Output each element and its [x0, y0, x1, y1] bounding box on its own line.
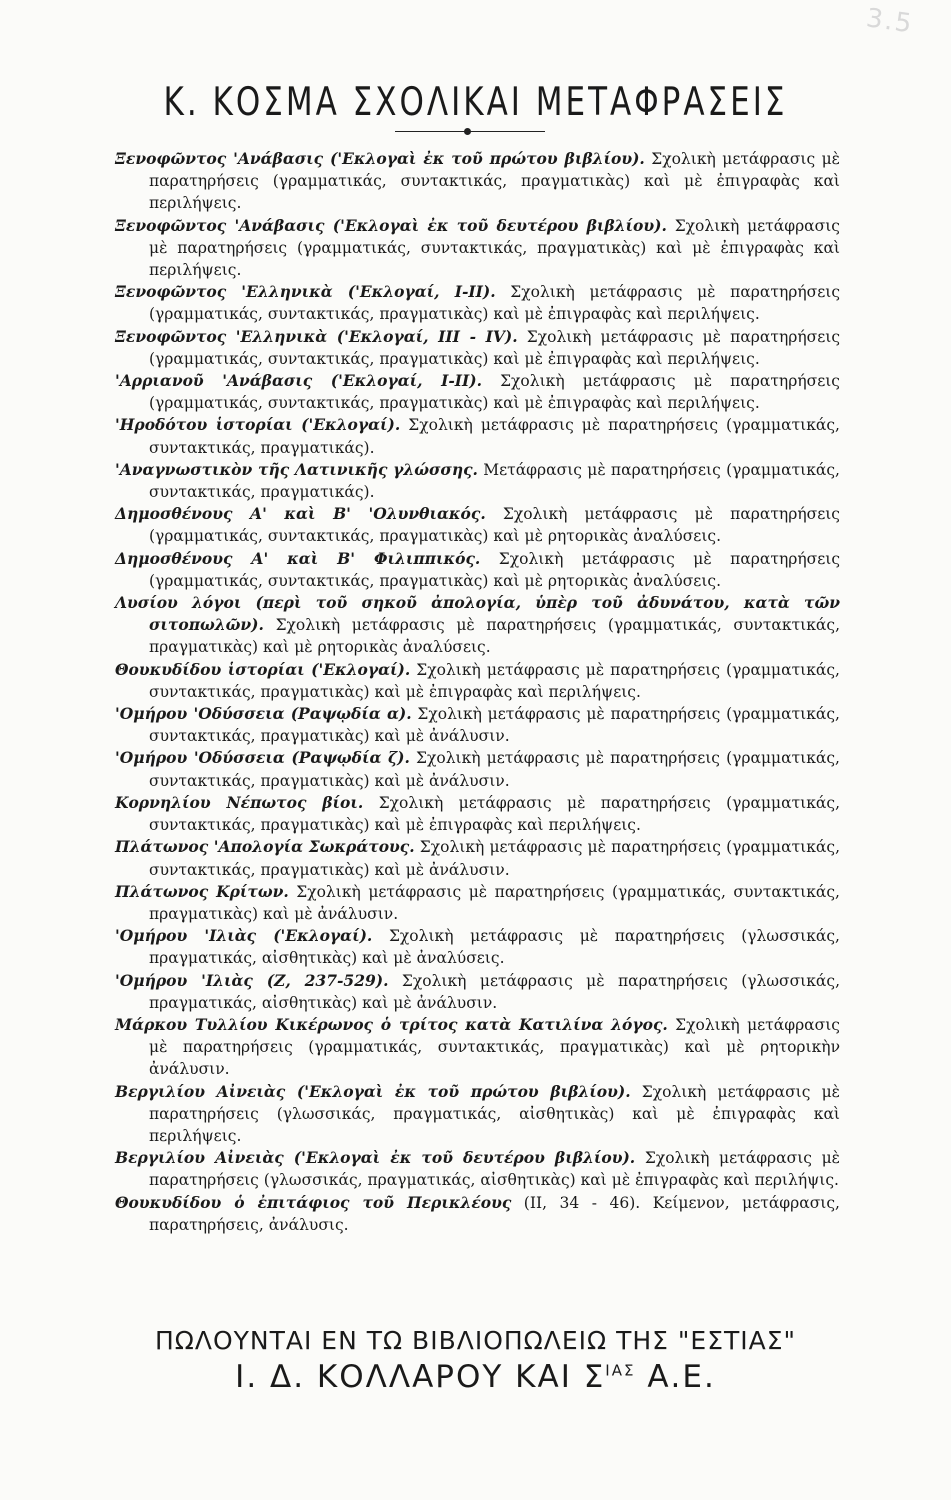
entry-title: 'Αναγνωστικὸν τῆς Λατινικῆς γλώσσης. [115, 459, 478, 479]
list-item [115, 414, 840, 458]
entry-title: Λυσίου λόγοι (περὶ τοῦ σηκοῦ ἀπολογία, ὑπὲρ τοῦ ἀδυνάτου, κατὰ τῶν σιτοπωλῶν). [115, 593, 840, 635]
entry-description: Σχολικὴ μετάφρασις μὲ παρατηρήσεις (γλωσσικάς, πραγματικάς, αἰσθητικὰς) καὶ μὲ ἐπιγραφὰς καὶ περιλήψις. [149, 1149, 840, 1190]
entry-description: Σχολικὴ μετάφρασις μὲ παρατηρήσεις (γραμματικάς, συντακτικάς, πραγματικάς). [149, 416, 840, 457]
entry-title: 'Ομήρου 'Οδύσσεια (Ραψῳδία α). [115, 704, 412, 724]
entry-description: Μετάφρασις μὲ παρατηρήσεις (γραμματικάς, συντακτικάς, πραγματικάς). [149, 460, 840, 502]
corner-mark: 3.5 [864, 3, 916, 40]
page-title: Κ. ΚΟΣΜΑ ΣΧΟΛΙΚΑΙ ΜΕΤΑΦΡΑΣΕΙΣ [163, 80, 788, 125]
entry-title: Κορνηλίου Νέπωτος βίοι. [115, 792, 364, 812]
list-item [115, 792, 840, 836]
list-item [115, 970, 840, 1014]
entry-description: Σχολικὴ μετάφρασις μὲ παρατηρήσεις (γλωσσικάς, πραγματικάς, αἰσθητικὰς) καὶ μὲ ἀνάλυσιν. [149, 971, 840, 1012]
list-item [115, 1192, 840, 1236]
divider-ornament [464, 128, 471, 135]
list-item [115, 881, 840, 925]
list-item [115, 1081, 840, 1148]
entry-title: Ξενοφῶντος 'Ανάβασις ('Εκλογαὶ ἐκ τοῦ πρώτου βιβλίου). [115, 149, 645, 168]
publication-list [115, 148, 840, 1236]
list-item [115, 836, 840, 880]
list-item [115, 281, 840, 325]
list-item [115, 592, 840, 659]
entry-description: Σχολικὴ μετάφρασις μὲ παρατηρήσεις (γραμματικάς, συντακτικάς, πραγματικὰς) καὶ μὲ ρητορικὰς ἀναλύσεις. [149, 616, 840, 657]
entry-title: Δημοσθένους Α' καὶ Β' Φιλιππικός. [115, 548, 481, 568]
entry-title: Πλάτωνος 'Απολογία Σωκράτους. [115, 837, 415, 857]
entry-title: Πλάτωνος Κρίτων. [115, 881, 289, 901]
entry-description: Σχολικὴ μετάφρασις μὲ παρατηρήσεις (γραμματικάς, συντακτικάς, πραγματικὰς) καὶ μὲ ρητορικὰς ἀναλύσεις. [149, 549, 840, 590]
entry-title: 'Ηροδότου ἱστορίαι ('Εκλογαί). [115, 415, 401, 435]
entry-title: Ξενοφῶντος 'Ελληνικὰ ('Εκλογαί, III - IV). [115, 326, 518, 346]
list-item [115, 459, 840, 503]
entry-description: Σχολικὴ μετάφρασις μὲ παρατηρήσεις (γραμματικάς, συντακτικάς, πραγματικὰς) καὶ μὲ ἐπιγραφὰς καὶ περιλήψεις. [149, 150, 840, 213]
entry-description: Σχολικὴ μετάφρασις μὲ παρατηρήσεις (γλωσσικάς, πραγματικάς, αἰσθητικὰς) καὶ μὲ ἀναλύσεις. [149, 927, 840, 968]
list-item [115, 747, 840, 791]
list-item [115, 703, 840, 747]
entry-description: Σχολικὴ μετάφρασις μὲ παρατηρήσεις (γραμματικάς, συντακτικάς, πραγματικὰς) καὶ μὲ ρητορικὴν ἀνάλυσιν. [149, 1015, 840, 1079]
entry-description: Σχολικὴ μετάφρασις μὲ παρατηρήσεις (γραμματικάς, συντακτικάς, πραγματικὰς) καὶ μὲ ἀνάλυσιν. [149, 749, 840, 790]
entry-title: Ξενοφῶντος 'Ανάβασις ('Εκλογαὶ ἐκ τοῦ δευτέρου βιβλίου). [115, 215, 667, 235]
entry-description: Σχολικὴ μετάφρασις μὲ παρατηρήσεις (γραμματικάς, συντακτικάς, πραγματικὰς) καὶ μὲ ἀνάλυσιν. [149, 705, 840, 746]
entry-description: Σχολικὴ μετάφρασις μὲ παρατηρήσεις (γραμματικάς, συντακτικάς, πραγματικὰς) καὶ μὲ ἀνάλυσιν. [149, 882, 840, 923]
list-item [115, 1147, 840, 1191]
entry-description: Σχολικὴ μετάφρασις μὲ παρατηρήσεις (γραμματικάς, συντακτικάς, πραγματικὰς) καὶ μὲ ἐπιγραφὰς καὶ περιλήψεις. [149, 660, 840, 701]
entry-title: 'Αρριανοῦ 'Ανάβασις ('Εκλογαί, I-II). [115, 371, 482, 391]
entry-description: Σχολικὴ μετάφρασις μὲ παρατηρήσεις (γραμματικάς, συντακτικάς, πραγματικὰς) καὶ μὲ ρητορικὰς ἀναλύσεις. [149, 505, 840, 546]
publisher-name-end: Α.Ε. [635, 1359, 716, 1395]
list-item [115, 1014, 840, 1081]
publisher-name-sup: ΙΑΣ [605, 1361, 636, 1380]
entry-description: Σχολικὴ μετάφρασις μὲ παρατηρήσεις (γραμματικάς, συντακτικάς, πραγματικὰς) καὶ μὲ ἐπιγραφὰς καὶ περιλήψεις. [149, 327, 841, 368]
entry-description: Σχολικὴ μετάφρασις μὲ παρατηρήσεις (γραμματικάς, συντακτικάς, πραγματικὰς) καὶ μὲ ἀνάλυσιν. [149, 838, 840, 879]
entry-title: Βεργιλίου Αἰνειὰς ('Εκλογαὶ ἐκ τοῦ δευτέρου βιβλίου). [115, 1148, 636, 1168]
list-item [115, 925, 840, 969]
entry-description: Σχολικὴ μετάφρασις μὲ παρατηρήσεις (γραμματικάς, συντακτικάς, πραγματικὰς) καὶ μὲ ἐπιγραφὰς καὶ περιλήψεις. [149, 372, 840, 413]
entry-title: Θουκυδίδου ἱστορίαι ('Εκλογαί). [115, 659, 411, 679]
entry-description: Σχολικὴ μετάφρασις μὲ παρατηρήσεις (γραμματικάς, συντακτικάς, πραγματικὰς) καὶ μὲ ἐπιγραφὰς καὶ περιλήψεις. [149, 283, 840, 324]
entry-description: (II, 34 - 46). Κείμενον, μετάφρασις, παρατηρήσεις, ἀνάλυσις. [149, 1193, 840, 1234]
list-item [115, 503, 840, 547]
list-item [115, 548, 840, 592]
entry-title: 'Ομήρου 'Ιλιὰς ('Εκλογαί). [115, 926, 373, 946]
entry-title: Θουκυδίδου ὁ ἐπιτάφιος τοῦ Περικλέους [115, 1192, 512, 1212]
entry-title: Δημοσθένους Α' καὶ Β' 'Ολυνθιακός. [115, 504, 486, 524]
list-item [115, 215, 840, 282]
publisher-name [0, 1359, 951, 1395]
entry-description: Σχολικὴ μετάφρασις μὲ παρατηρήσεις (γραμματικάς, συντακτικάς, πραγματικὰς) καὶ μὲ ἐπιγραφὰς καὶ περιλήψεις. [149, 216, 840, 280]
entry-title: Ξενοφῶντος 'Ελληνικὰ ('Εκλογαί, I-II). [115, 282, 496, 302]
entry-title: 'Ομήρου 'Ιλιὰς (Ζ, 237-529). [115, 970, 389, 990]
list-item [115, 370, 840, 414]
entry-description: Σχολικὴ μετάφρασις μὲ παρατηρήσεις (γλωσσικάς, πραγματικάς, αἰσθητικὰς) καὶ μὲ ἐπιγραφὰς καὶ περιλήψεις. [149, 1082, 840, 1145]
list-item [115, 659, 840, 703]
list-item [115, 326, 840, 370]
publisher-line: ΠΩΛΟΥΝΤΑΙ ΕΝ ΤΩ ΒΙΒΛΙΟΠΩΛΕΙΩ ΤΗΣ "ΕΣΤΙΑΣ" [154, 1326, 797, 1355]
list-item [115, 148, 840, 215]
entry-title: 'Ομήρου 'Οδύσσεια (Ραψῳδία ζ). [115, 748, 410, 768]
entry-title: Βεργιλίου Αἰνειὰς ('Εκλογαὶ ἐκ τοῦ πρώτου βιβλίου). [115, 1081, 631, 1101]
publisher-name-main: Ι. Δ. ΚΟΛΛΑΡΟΥ ΚΑΙ Σ [235, 1359, 606, 1395]
entry-title: Μάρκου Τυλλίου Κικέρωνος ὁ τρίτος κατὰ Κατιλίνα λόγος. [115, 1014, 668, 1034]
entry-description: Σχολικὴ μετάφρασις μὲ παρατηρήσεις (γραμματικάς, συντακτικάς, πραγματικὰς) καὶ μὲ ἐπιγραφὰς καὶ περιλήψεις. [149, 793, 840, 835]
